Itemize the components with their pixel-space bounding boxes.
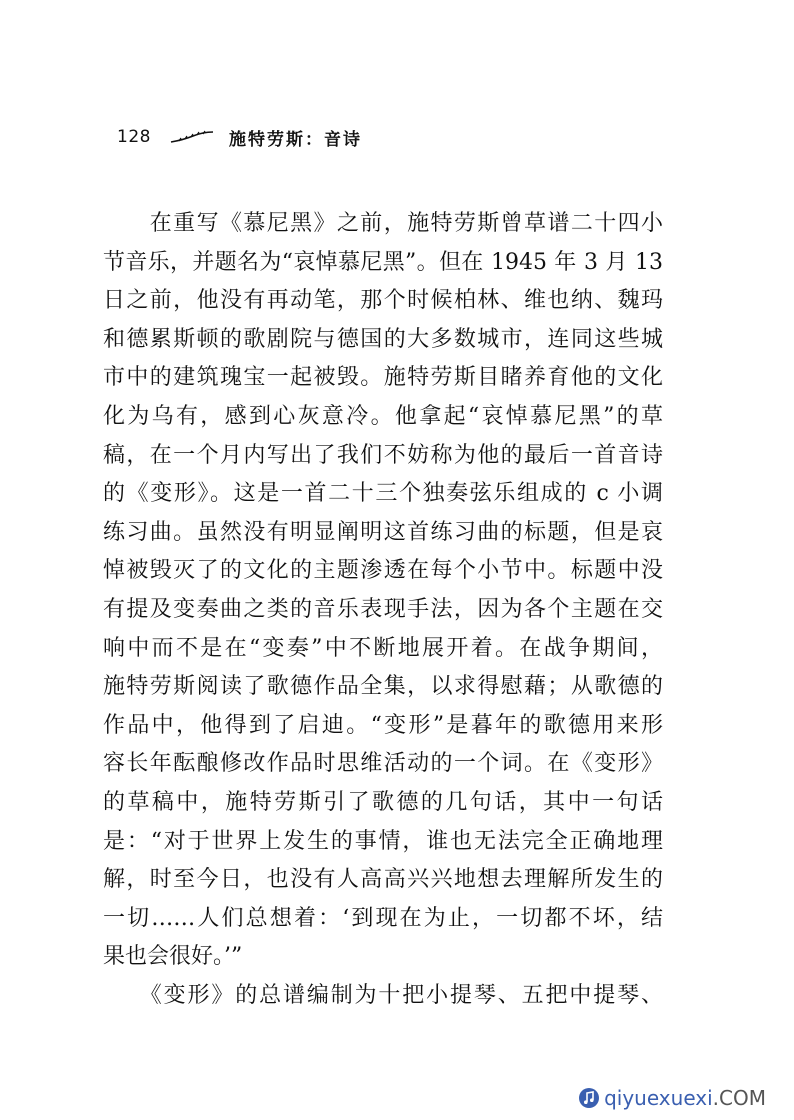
text-line: 化为乌有，感到心灰意冷。他拿起“哀悼慕尼黑”的草 [103,403,663,429]
text-line: 是：“对于世界上发生的事情，谁也无法完全正确地理 [103,828,663,854]
text-line: 练习曲。虽然没有明显阐明这首练习曲的标题，但是哀 [103,519,663,545]
text-line: 的草稿中，施特劳斯引了歌德的几句话，其中一句话 [103,789,663,815]
text-line: 在重写《慕尼黑》之前，施特劳斯曾草谱二十四小 [103,211,663,236]
music-note-icon [578,1087,600,1109]
page-number: 128 [117,127,151,147]
text-line: 日之前，他没有再动笔，那个时候柏林、维也纳、魏玛 [103,288,663,314]
text-line: 施特劳斯阅读了歌德作品全集，以求得慰藉；从歌德的 [103,674,663,700]
running-header [117,124,362,150]
text-line: 和德累斯顿的歌剧院与德国的大多数城市，连同这些城 [103,326,663,352]
text-line: 的《变形》。这是一首二十三个独奏弦乐组成的 c 小调 [103,481,663,507]
text-line: 市中的建筑瑰宝一起被毁。施特劳斯目睹养育他的文化 [103,365,663,391]
watermark-text: qiyuexuexi.COM [604,1086,766,1110]
text-line: 作品中，他得到了启迪。“变形”是暮年的歌德用来形 [103,712,663,738]
header-ornament-icon [169,130,215,144]
text-line: 解，时至今日，也没有人高高兴兴地想去理解所发生的 [103,867,663,893]
text-line: 果也会很好。’” [103,944,243,970]
text-line: 悼被毁灭了的文化的主题渗透在每个小节中。标题中没 [103,558,663,584]
text-line: 响中而不是在“变奏”中不断地展开着。在战争期间， [103,635,663,661]
text-line: 一切……人们总想着：‘到现在为止，一切都不坏，结 [103,905,663,931]
text-line: 《变形》的总谱编制为十把小提琴、五把中提琴、 [103,982,663,1008]
site-watermark [578,1086,766,1110]
running-title: 施特劳斯：音诗 [229,129,362,150]
text-line: 有提及变奏曲之类的音乐表现手法，因为各个主题在交 [103,596,663,622]
text-line: 容长年酝酿修改作品时思维活动的一个词。在《变形》 [103,751,663,777]
body-text [103,205,663,1015]
text-line: 稿，在一个月内写出了我们不妨称为他的最后一首音诗 [103,442,663,468]
text-line: 节音乐，并题名为“哀悼慕尼黑”。但在 1945 年 3 月 13 [103,249,663,275]
